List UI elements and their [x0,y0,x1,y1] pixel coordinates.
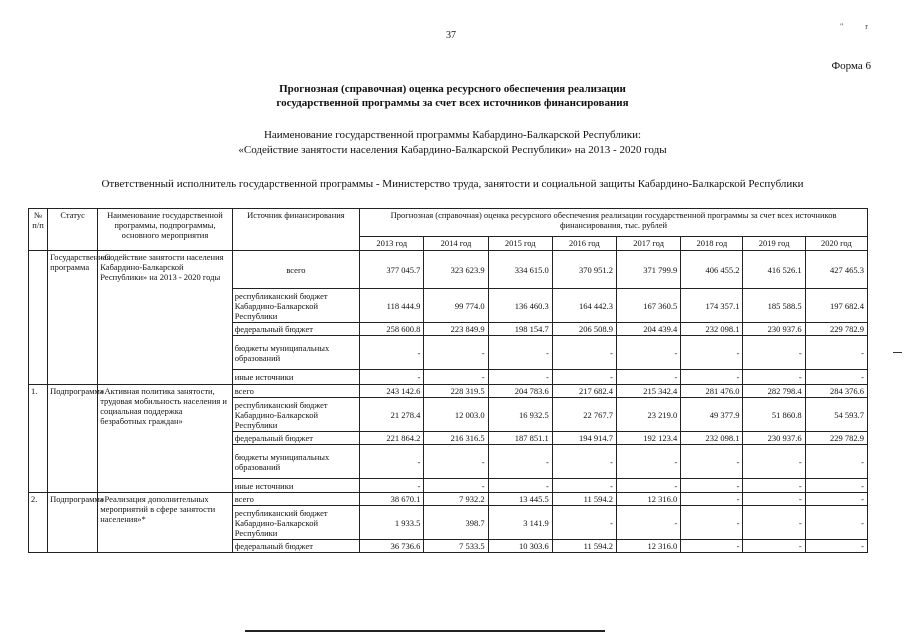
header-year: 2019 год [743,237,805,251]
amount-cell: - [681,506,743,540]
amount-cell: 185 588.5 [743,289,805,323]
amount-cell: - [743,370,805,385]
header-source: Источник финансирования [232,209,359,251]
program-name-line2: «Содействие занятости населения Кабардино-Балкарской Республики» на 2013 - 2020 годы [238,144,667,156]
amount-cell: 223 849.9 [424,323,488,336]
amount-cell: 230 937.6 [743,323,805,336]
row-number [29,251,48,385]
amount-cell: 204 783.6 [488,385,552,398]
amount-cell: 36 736.6 [360,540,424,553]
amount-cell: - [805,445,867,479]
amount-cell: 221 864.2 [360,432,424,445]
amount-cell: - [743,540,805,553]
amount-cell: 38 670.1 [360,493,424,506]
row-program-name: «Реализация дополнительных мероприятий в сфере занятости населения»* [98,493,232,553]
header-year: 2013 год [360,237,424,251]
amount-cell: - [617,336,681,370]
amount-cell: 216 316.5 [424,432,488,445]
amount-cell: 1 933.5 [360,506,424,540]
header-year: 2018 год [681,237,743,251]
amount-cell: 243 142.6 [360,385,424,398]
amount-cell: - [681,336,743,370]
funding-source: федеральный бюджет [232,323,359,336]
amount-cell: 198 154.7 [488,323,552,336]
amount-cell: 11 594.2 [552,493,616,506]
header-year: 2016 год [552,237,616,251]
amount-cell: - [681,370,743,385]
amount-cell: 118 444.9 [360,289,424,323]
amount-cell: 206 508.9 [552,323,616,336]
amount-cell: - [552,336,616,370]
amount-cell: 215 342.4 [617,385,681,398]
amount-cell: 22 767.7 [552,398,616,432]
row-status: Государственная программа [48,251,98,385]
document-title-line2: государственной программы за счет всех источников финансирования [276,97,629,109]
amount-cell: 371 799.9 [617,251,681,289]
amount-cell: - [424,479,488,493]
amount-cell: 377 045.7 [360,251,424,289]
funding-source: федеральный бюджет [232,540,359,553]
amount-cell: - [681,540,743,553]
row-status: Подпрограмма [48,385,98,493]
amount-cell: - [488,370,552,385]
amount-cell: 334 615.0 [488,251,552,289]
amount-cell: 204 439.4 [617,323,681,336]
amount-cell: - [805,479,867,493]
amount-cell: - [617,370,681,385]
amount-cell: 194 914.7 [552,432,616,445]
margin-dash [893,352,902,353]
amount-cell: - [617,506,681,540]
funding-source: иные источники [232,479,359,493]
amount-cell: 281 476.0 [681,385,743,398]
amount-cell: - [805,370,867,385]
amount-cell: 258 600.8 [360,323,424,336]
amount-cell: - [743,445,805,479]
amount-cell: - [681,479,743,493]
resource-table [28,208,868,553]
amount-cell: 192 123.4 [617,432,681,445]
amount-cell: - [552,506,616,540]
amount-cell: - [681,493,743,506]
table-row [29,251,868,289]
amount-cell: - [424,336,488,370]
amount-cell: 13 445.5 [488,493,552,506]
amount-cell: 174 357.1 [681,289,743,323]
funding-source: бюджеты муниципальных образований [232,336,359,370]
funding-source: всего [232,493,359,506]
row-status: Подпрограмма [48,493,98,553]
row-number: 2. [29,493,48,553]
amount-cell: - [743,336,805,370]
amount-cell: - [360,479,424,493]
amount-cell: - [743,479,805,493]
amount-cell: - [805,540,867,553]
amount-cell: - [360,370,424,385]
funding-source: всего [232,251,359,289]
table-row [29,385,868,398]
amount-cell: - [360,445,424,479]
amount-cell: 7 932.2 [424,493,488,506]
form-label: Форма 6 [831,60,871,72]
amount-cell: 427 465.3 [805,251,867,289]
header-year: 2014 год [424,237,488,251]
amount-cell: 232 098.1 [681,323,743,336]
amount-cell: 232 098.1 [681,432,743,445]
amount-cell: 136 460.3 [488,289,552,323]
amount-cell: - [552,479,616,493]
amount-cell: - [488,479,552,493]
amount-cell: - [424,445,488,479]
amount-cell: 12 003.0 [424,398,488,432]
amount-cell: - [360,336,424,370]
amount-cell: 398.7 [424,506,488,540]
page-number: 37 [446,30,456,41]
amount-cell: 51 860.8 [743,398,805,432]
amount-cell: 49 377.9 [681,398,743,432]
row-number: 1. [29,385,48,493]
amount-cell: 284 376.6 [805,385,867,398]
amount-cell: 164 442.3 [552,289,616,323]
amount-cell: 23 219.0 [617,398,681,432]
amount-cell: - [805,336,867,370]
amount-cell: - [424,370,488,385]
amount-cell: 11 594.2 [552,540,616,553]
amount-cell: 54 593.7 [805,398,867,432]
amount-cell: - [488,445,552,479]
header-num: № п/п [29,209,48,251]
row-program-name: «Активная политика занятости, трудовая мобильность населения и социальная поддержка безработных граждан» [98,385,232,493]
responsible-executor: Ответственный исполнитель государственной программы - Министерство труда, занятости и социальной защиты Кабардино-Балкарской Республики [101,178,804,190]
header-name: Наименование государственной программы, подпрограммы, основного мероприятия [98,209,232,251]
amount-cell: 229 782.9 [805,323,867,336]
amount-cell: 282 798.4 [743,385,805,398]
amount-cell: 370 951.2 [552,251,616,289]
amount-cell: - [552,445,616,479]
funding-source: федеральный бюджет [232,432,359,445]
amount-cell: - [743,506,805,540]
amount-cell: 230 937.6 [743,432,805,445]
amount-cell: 416 526.1 [743,251,805,289]
amount-cell: 217 682.4 [552,385,616,398]
page-bottom-rule [245,630,605,632]
amount-cell: - [552,370,616,385]
amount-cell: - [743,493,805,506]
amount-cell: 187 851.1 [488,432,552,445]
amount-cell: 3 141.9 [488,506,552,540]
amount-cell: - [805,493,867,506]
amount-cell: 167 360.5 [617,289,681,323]
amount-cell: 12 316.0 [617,493,681,506]
amount-cell: 21 278.4 [360,398,424,432]
header-year: 2017 год [617,237,681,251]
amount-cell: 406 455.2 [681,251,743,289]
amount-cell: 10 303.6 [488,540,552,553]
corner-mark: " r [840,22,878,31]
amount-cell: 12 316.0 [617,540,681,553]
program-name-line1: Наименование государственной программы Кабардино-Балкарской Республики: [263,129,642,141]
row-program-name: «Содействие занятости населения Кабардино-Балкарской Республики» на 2013 - 2020 годы [98,251,232,385]
amount-cell: 16 932.5 [488,398,552,432]
funding-source: республиканский бюджет Кабардино-Балкарской Республики [232,506,359,540]
header-estimate: Прогнозная (справочная) оценка ресурсного обеспечения реализации государственной программы за счет всех источников финансирования, тыс. рублей [360,209,868,237]
funding-source: республиканский бюджет Кабардино-Балкарской Республики [232,398,359,432]
header-status: Статус [48,209,98,251]
funding-source: бюджеты муниципальных образований [232,445,359,479]
amount-cell: - [617,445,681,479]
header-year: 2015 год [488,237,552,251]
amount-cell: 323 623.9 [424,251,488,289]
amount-cell: - [617,479,681,493]
amount-cell: 229 782.9 [805,432,867,445]
funding-source: всего [232,385,359,398]
amount-cell: - [681,445,743,479]
funding-source: республиканский бюджет Кабардино-Балкарской Республики [232,289,359,323]
amount-cell: - [488,336,552,370]
funding-source: иные источники [232,370,359,385]
table-row [29,493,868,506]
document-title-line1: Прогнозная (справочная) оценка ресурсного обеспечения реализации [279,83,626,95]
header-year: 2020 год [805,237,867,251]
amount-cell: 99 774.0 [424,289,488,323]
amount-cell: - [805,506,867,540]
amount-cell: 228 319.5 [424,385,488,398]
amount-cell: 7 533.5 [424,540,488,553]
amount-cell: 197 682.4 [805,289,867,323]
